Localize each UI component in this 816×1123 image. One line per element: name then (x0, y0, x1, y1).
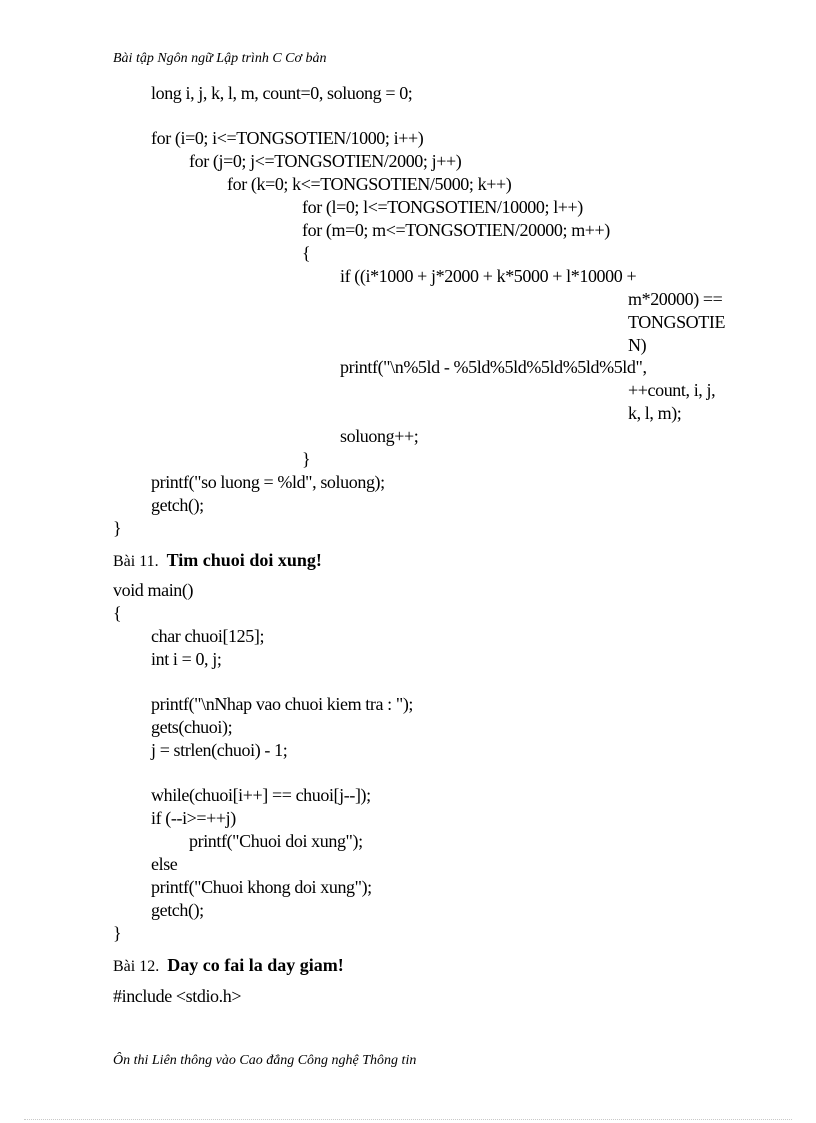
code-line: TONGSOTIE (628, 312, 726, 332)
code-line: if ((i*1000 + j*2000 + k*5000 + l*10000 + (340, 266, 637, 286)
exercise-number: Bài 12. (113, 958, 160, 975)
code-line: long i, j, k, l, m, count=0, soluong = 0; (151, 83, 413, 103)
code-line: getch(); (151, 495, 204, 515)
code-line: printf("\n%5ld - %5ld%5ld%5ld%5ld%5ld", (340, 357, 647, 377)
code-line: getch(); (151, 900, 204, 920)
code-line: k, l, m); (628, 403, 682, 423)
page-footer: Ôn thi Liên thông vào Cao đẳng Công nghệ Thông tin (113, 1053, 417, 1068)
code-line: char chuoi[125]; (151, 626, 265, 646)
code-line: printf("Chuoi doi xung"); (189, 831, 363, 851)
code-line: { (302, 243, 311, 263)
page-edge-divider (24, 1119, 792, 1120)
code-line: #include <stdio.h> (113, 986, 242, 1006)
code-line: printf("\nNhap vao chuoi kiem tra : "); (151, 694, 414, 714)
code-line: printf("Chuoi khong doi xung"); (151, 877, 372, 897)
exercise-title: Day co fai la day giam! (167, 955, 344, 975)
code-line: else (151, 854, 178, 874)
code-line: N) (628, 335, 647, 355)
code-line: for (m=0; m<=TONGSOTIEN/20000; m++) (302, 220, 610, 240)
code-line: while(chuoi[i++] == chuoi[j--]); (151, 785, 371, 805)
code-line: for (l=0; l<=TONGSOTIEN/10000; l++) (302, 197, 583, 217)
code-line: int i = 0, j; (151, 649, 222, 669)
code-line: j = strlen(chuoi) - 1; (151, 740, 288, 760)
code-line: { (113, 603, 122, 623)
code-line: for (k=0; k<=TONGSOTIEN/5000; k++) (227, 174, 512, 194)
exercise-number: Bài 11. (113, 553, 159, 570)
code-line: void main() (113, 580, 194, 600)
code-line: } (302, 449, 311, 469)
exercise-heading-11 (113, 549, 322, 573)
exercise-heading-12 (113, 954, 344, 978)
code-line: soluong++; (340, 426, 419, 446)
code-line: for (i=0; i<=TONGSOTIEN/1000; i++) (151, 128, 424, 148)
code-line: } (113, 923, 122, 943)
code-line: if (--i>=++j) (151, 808, 236, 828)
code-line: printf("so luong = %ld", soluong); (151, 472, 385, 492)
code-line: ++count, i, j, (628, 380, 716, 400)
exercise-title: Tim chuoi doi xung! (166, 550, 322, 570)
code-line: m*20000) == (628, 289, 723, 309)
code-line: for (j=0; j<=TONGSOTIEN/2000; j++) (189, 151, 462, 171)
code-line: } (113, 518, 122, 538)
page-header: Bài tập Ngôn ngữ Lập trình C Cơ bản (113, 51, 327, 66)
code-line: gets(chuoi); (151, 717, 233, 737)
